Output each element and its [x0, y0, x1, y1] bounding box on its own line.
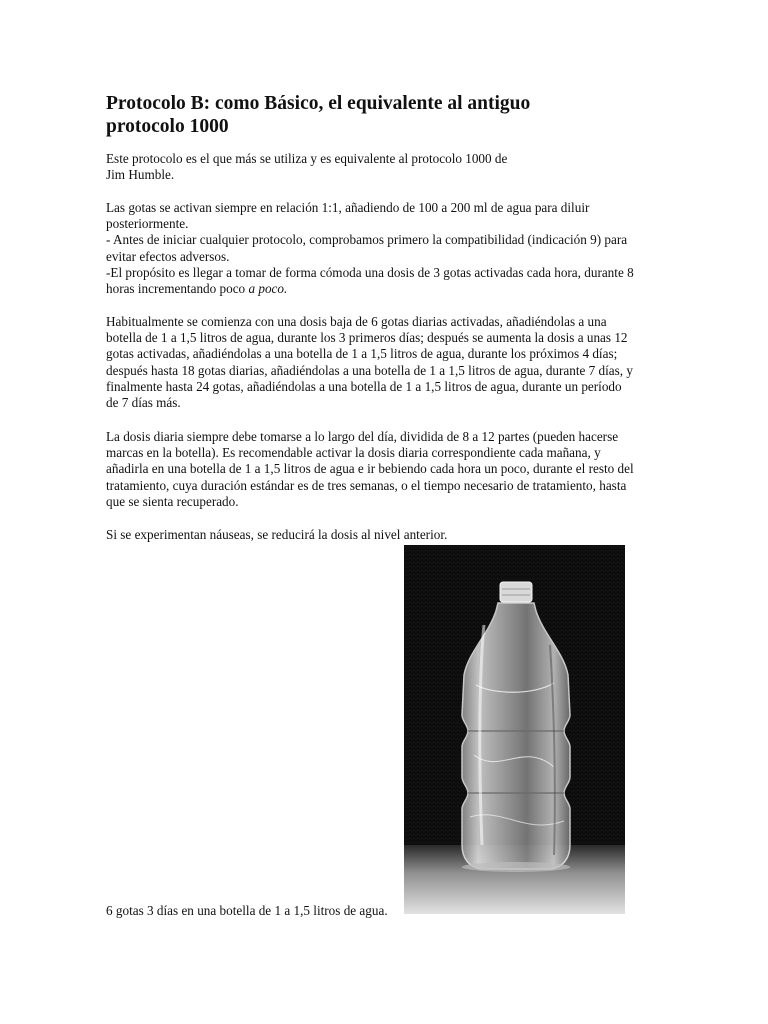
activation-line-6 — [106, 281, 686, 297]
title-line-2: protocolo 1000 — [106, 116, 229, 137]
dosage-line-3: gotas activadas, añadiéndolas a una botella de 1 a 1,5 litros de agua, durante los próximos 4 días; — [106, 346, 618, 362]
dosage-line-1: Habitualmente se comienza con una dosis baja de 6 gotas diarias activadas, añadiéndolas a una — [106, 314, 607, 329]
dosage-line-5: finalmente hasta 24 gotas, añadiéndolas a una botella de 1 a 1,5 litros de agua, durante un período — [106, 378, 622, 394]
activation-line-6-italic: a poco. — [248, 281, 288, 297]
daily-line-5: que se sienta recuperado. — [106, 493, 239, 509]
dosage-line-4: después hasta 18 gotas diarias, añadiéndolas a una botella de 1 a 1,5 litros de agua, durante 7 días, y — [106, 362, 633, 378]
water-bottle-photo — [404, 545, 625, 914]
daily-paragraph — [106, 429, 686, 510]
daily-line-4: tratamiento, cuya duración estándar es de tres semanas, o el tiempo necesario de tratamiento, hasta — [106, 477, 627, 493]
daily-line-2: marcas en la botella). Es recomendable activar la dosis diaria correspondiente cada mañana, y — [106, 445, 601, 461]
daily-line-3: añadirla en una botella de 1 a 1,5 litros de agua e ir bebiendo cada hora un poco, durante el resto del — [106, 461, 634, 477]
photo-caption: 6 gotas 3 días en una botella de 1 a 1,5 litros de agua. — [106, 903, 388, 918]
water-bottle-illustration — [404, 545, 625, 914]
intro-line-2: Jim Humble. — [106, 167, 175, 183]
nausea-paragraph — [106, 527, 686, 543]
activation-paragraph — [106, 200, 686, 297]
nausea-line-1: Si se experimentan náuseas, se reducirá la dosis al nivel anterior. — [106, 527, 448, 542]
activation-line-2: posteriormente. — [106, 216, 189, 232]
activation-line-6-text: horas incrementando poco — [106, 281, 249, 297]
daily-line-1: La dosis diaria siempre debe tomarse a lo largo del día, dividida de 8 a 12 partes (pueden hacerse — [106, 429, 619, 444]
intro-paragraph — [106, 151, 686, 183]
dosage-paragraph — [106, 314, 686, 411]
bottle-cap — [500, 582, 532, 602]
activation-line-4: evitar efectos adversos. — [106, 248, 230, 264]
activation-line-1: Las gotas se activan siempre en relación 1:1, añadiendo de 100 a 200 ml de agua para diluir — [106, 200, 590, 215]
page-title — [106, 92, 666, 138]
dosage-line-2: botella de 1 a 1,5 litros de agua, durante los 3 primeros días; después se aumenta la dosis a unas 12 — [106, 330, 628, 346]
dosage-line-6: de 7 días más. — [106, 395, 181, 411]
title-line-1: Protocolo B: como Básico, el equivalente al antiguo — [106, 93, 531, 114]
activation-line-5: -El propósito es llegar a tomar de forma cómoda una dosis de 3 gotas activadas cada hora, durante 8 — [106, 264, 634, 280]
activation-line-3: - Antes de iniciar cualquier protocolo, comprobamos primero la compatibilidad (indicación 9) para — [106, 232, 628, 248]
intro-line-1: Este protocolo es el que más se utiliza y es equivalente al protocolo 1000 de — [106, 151, 508, 166]
